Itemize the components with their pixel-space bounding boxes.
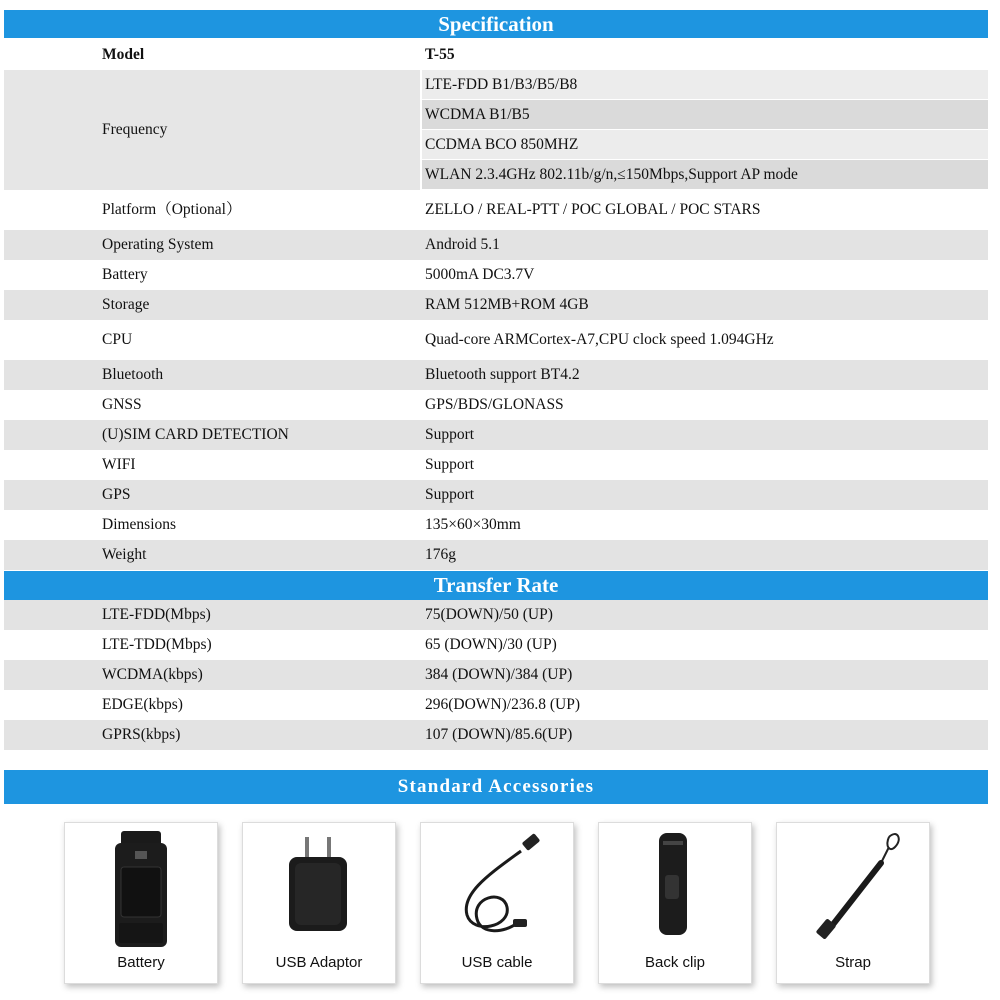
spec-label: CPU bbox=[102, 331, 133, 348]
accessory-card-strap bbox=[776, 822, 930, 984]
spec-label: Storage bbox=[102, 296, 150, 313]
rate-label: EDGE(kbps) bbox=[102, 696, 183, 713]
spec-row bbox=[4, 230, 988, 260]
frequency-band: WLAN 2.3.4GHz 802.11b/g/n,≤150Mbps,Support AP mode bbox=[422, 160, 988, 189]
spec-row bbox=[4, 290, 988, 320]
rate-row bbox=[4, 630, 988, 660]
spec-value: T-55 bbox=[425, 46, 455, 63]
spec-value: 176g bbox=[425, 546, 456, 563]
accessories-row bbox=[64, 822, 904, 992]
specification-header: Specification bbox=[4, 10, 988, 38]
rate-value: 65 (DOWN)/30 (UP) bbox=[425, 636, 557, 653]
spec-value: ZELLO / REAL-PTT / POC GLOBAL / POC STARS bbox=[425, 201, 761, 218]
spec-value: Quad-core ARMCortex-A7,CPU clock speed 1.094GHz bbox=[425, 331, 774, 348]
spec-row bbox=[4, 320, 988, 360]
spec-value: RAM 512MB+ROM 4GB bbox=[425, 296, 589, 313]
transfer-rate-table bbox=[4, 600, 988, 750]
spec-value: Support bbox=[425, 456, 475, 473]
rate-value: 75(DOWN)/50 (UP) bbox=[425, 606, 553, 623]
accessory-card-usb-adaptor bbox=[242, 822, 396, 984]
spec-label: Frequency bbox=[102, 121, 168, 138]
spec-row bbox=[4, 420, 988, 450]
spec-label: Bluetooth bbox=[102, 366, 164, 383]
accessory-label: USB Adaptor bbox=[275, 954, 363, 971]
rate-row bbox=[4, 600, 988, 630]
rate-row bbox=[4, 690, 988, 720]
spec-value: Android 5.1 bbox=[425, 236, 500, 253]
rate-value: 296(DOWN)/236.8 (UP) bbox=[425, 696, 580, 713]
rate-row bbox=[4, 660, 988, 690]
spec-label: Dimensions bbox=[102, 516, 177, 533]
rate-value: 384 (DOWN)/384 (UP) bbox=[425, 666, 573, 683]
spec-row bbox=[4, 480, 988, 510]
accessory-card-battery bbox=[64, 822, 218, 984]
standard-accessories-header: Standard Accessories bbox=[4, 770, 988, 804]
accessory-card-back-clip bbox=[598, 822, 752, 984]
spec-value: Support bbox=[425, 426, 475, 443]
spec-label: GNSS bbox=[102, 396, 142, 413]
frequency-band: WCDMA B1/B5 bbox=[422, 100, 988, 129]
spec-row bbox=[4, 190, 988, 230]
spec-value: 135×60×30mm bbox=[425, 516, 521, 533]
spec-label: WIFI bbox=[102, 456, 136, 473]
rate-label: GPRS(kbps) bbox=[102, 726, 181, 743]
spec-row bbox=[4, 390, 988, 420]
spec-value: 5000mA DC3.7V bbox=[425, 266, 535, 283]
frequency-band: CCDMA BCO 850MHZ bbox=[422, 130, 988, 159]
frequency-band: LTE-FDD B1/B3/B5/B8 bbox=[422, 70, 988, 99]
specification-table bbox=[4, 40, 988, 570]
spec-row bbox=[4, 510, 988, 540]
accessory-label: Back clip bbox=[644, 954, 706, 971]
spec-label: GPS bbox=[102, 486, 131, 503]
spec-row-frequency bbox=[4, 70, 988, 190]
accessory-label: Strap bbox=[835, 954, 871, 971]
rate-label: LTE-TDD(Mbps) bbox=[102, 636, 212, 653]
spec-label: Weight bbox=[102, 546, 147, 563]
spec-value: Support bbox=[425, 486, 475, 503]
spec-label: (U)SIM CARD DETECTION bbox=[102, 426, 289, 443]
spec-row bbox=[4, 450, 988, 480]
spec-label: Operating System bbox=[102, 236, 214, 253]
spec-row bbox=[4, 540, 988, 570]
accessory-label: Battery bbox=[117, 954, 165, 971]
spec-row bbox=[4, 260, 988, 290]
rate-value: 107 (DOWN)/85.6(UP) bbox=[425, 726, 573, 743]
rate-label: LTE-FDD(Mbps) bbox=[102, 606, 211, 623]
accessory-label: USB cable bbox=[461, 954, 533, 971]
spec-label: Model bbox=[102, 46, 145, 63]
spec-row bbox=[4, 360, 988, 390]
spec-value: Bluetooth support BT4.2 bbox=[425, 366, 580, 383]
spec-label: Battery bbox=[102, 266, 148, 283]
rate-label: WCDMA(kbps) bbox=[102, 666, 203, 683]
accessory-card-usb-cable bbox=[420, 822, 574, 984]
transfer-rate-header: Transfer Rate bbox=[4, 571, 988, 600]
spec-value: GPS/BDS/GLONASS bbox=[425, 396, 564, 413]
spec-label: Platform（Optional） bbox=[102, 201, 242, 218]
spec-row-model bbox=[4, 40, 988, 70]
rate-row bbox=[4, 720, 988, 750]
